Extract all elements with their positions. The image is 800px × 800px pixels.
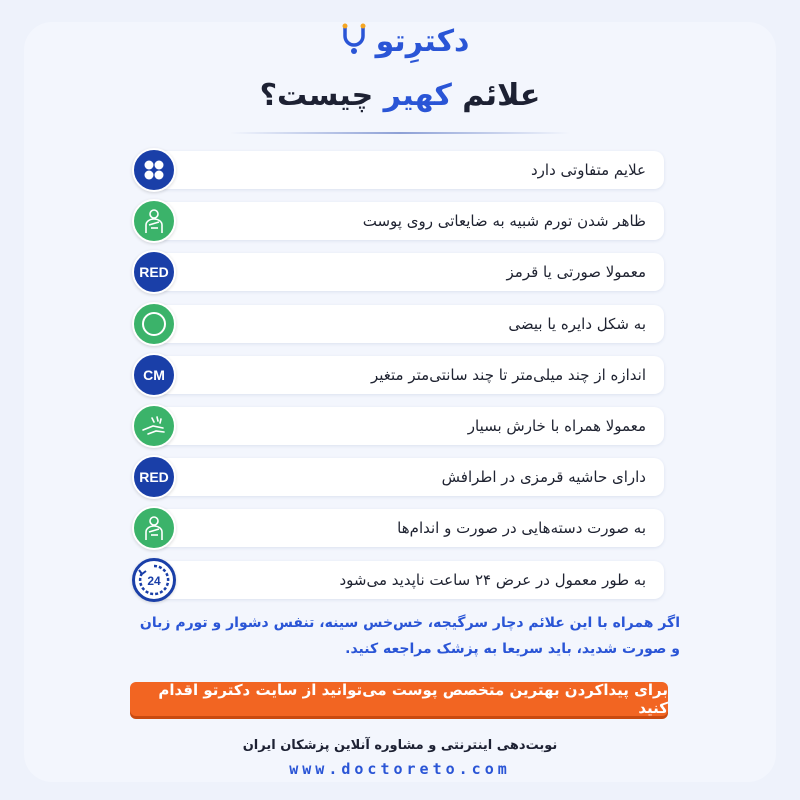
page-title (0, 78, 800, 113)
list-item-label: معمولا صورتی یا قرمز (506, 263, 646, 282)
note-line-2: و صورت شدید، باید سریعا به پزشک مراجعه کنید. (345, 641, 680, 657)
cm-label-icon (132, 353, 176, 397)
list-item-bar (152, 407, 664, 445)
logo-text: دکترِتو (375, 23, 470, 59)
list-item (132, 304, 664, 344)
list-item-bar (152, 253, 664, 291)
title-prefix: علائم (451, 78, 541, 113)
brand-logo[interactable] (0, 22, 800, 60)
list-item-bar (152, 561, 664, 599)
symptom-list (132, 150, 664, 611)
badge-text: RED (139, 264, 169, 281)
list-item-bar (152, 151, 664, 189)
badge-text: RED (139, 469, 169, 486)
badge-text: CM (143, 366, 165, 383)
list-item-label: به صورت دسته‌هایی در صورت و اندام‌ها (397, 519, 646, 538)
list-item-label: معمولا همراه با خارش بسیار (467, 416, 646, 435)
list-item-label: دارای حاشیه قرمزی در اطرافش (441, 468, 646, 487)
circle-icon (132, 302, 176, 346)
list-item-bar (152, 202, 664, 240)
red-label-icon (132, 455, 176, 499)
list-item (132, 508, 664, 548)
list-item-bar (152, 305, 664, 343)
list-item-bar (152, 458, 664, 496)
list-item-label: علایم متفاوتی دارد (530, 161, 646, 179)
list-item-label: به شکل دایره یا بیضی (508, 314, 646, 333)
list-item-bar (152, 356, 664, 394)
list-item (132, 457, 664, 497)
clock-24-icon (132, 558, 176, 602)
stethoscope-icon (337, 22, 371, 60)
body-scratch-icon (132, 506, 176, 550)
body-scratch-icon (132, 199, 176, 243)
list-item-bar (152, 509, 664, 547)
note-line-1: اگر همراه با این علائم دچار سرگیجه، خس‌خس سینه، تنفس دشوار و تورم زبان (139, 615, 680, 631)
list-item (132, 252, 664, 292)
list-item-label: اندازه از چند میلی‌متر تا چند سانتی‌متر متغیر (370, 365, 646, 384)
title-divider (230, 132, 570, 134)
grid-dots-icon (132, 148, 176, 192)
list-item-label: ظاهر شدن تورم شبیه به ضایعاتی روی پوست (362, 212, 646, 231)
title-suffix: چیست؟ (259, 78, 384, 113)
list-item (132, 560, 664, 600)
cta-label: برای پیداکردن بهترین متخصص پوست می‌توانید از سایت دکترتو اقدام کنید (158, 681, 668, 717)
list-item (132, 406, 664, 446)
title-highlight: کهیر (383, 78, 452, 113)
list-item (132, 150, 664, 190)
badge-text: 24 (147, 573, 161, 588)
find-specialist-button[interactable] (130, 682, 668, 716)
list-item-label: به طور معمول در عرض ۲۴ ساعت ناپدید می‌شود (339, 570, 646, 589)
footer-tagline: نوبت‌دهی اینترنتی و مشاوره آنلاین پزشکان ایران (242, 738, 558, 753)
warning-note (120, 610, 680, 662)
list-item (132, 201, 664, 241)
list-item (132, 355, 664, 395)
footer-url-link[interactable]: www.doctoreto.com (289, 760, 511, 778)
hand-scratch-icon (132, 404, 176, 448)
